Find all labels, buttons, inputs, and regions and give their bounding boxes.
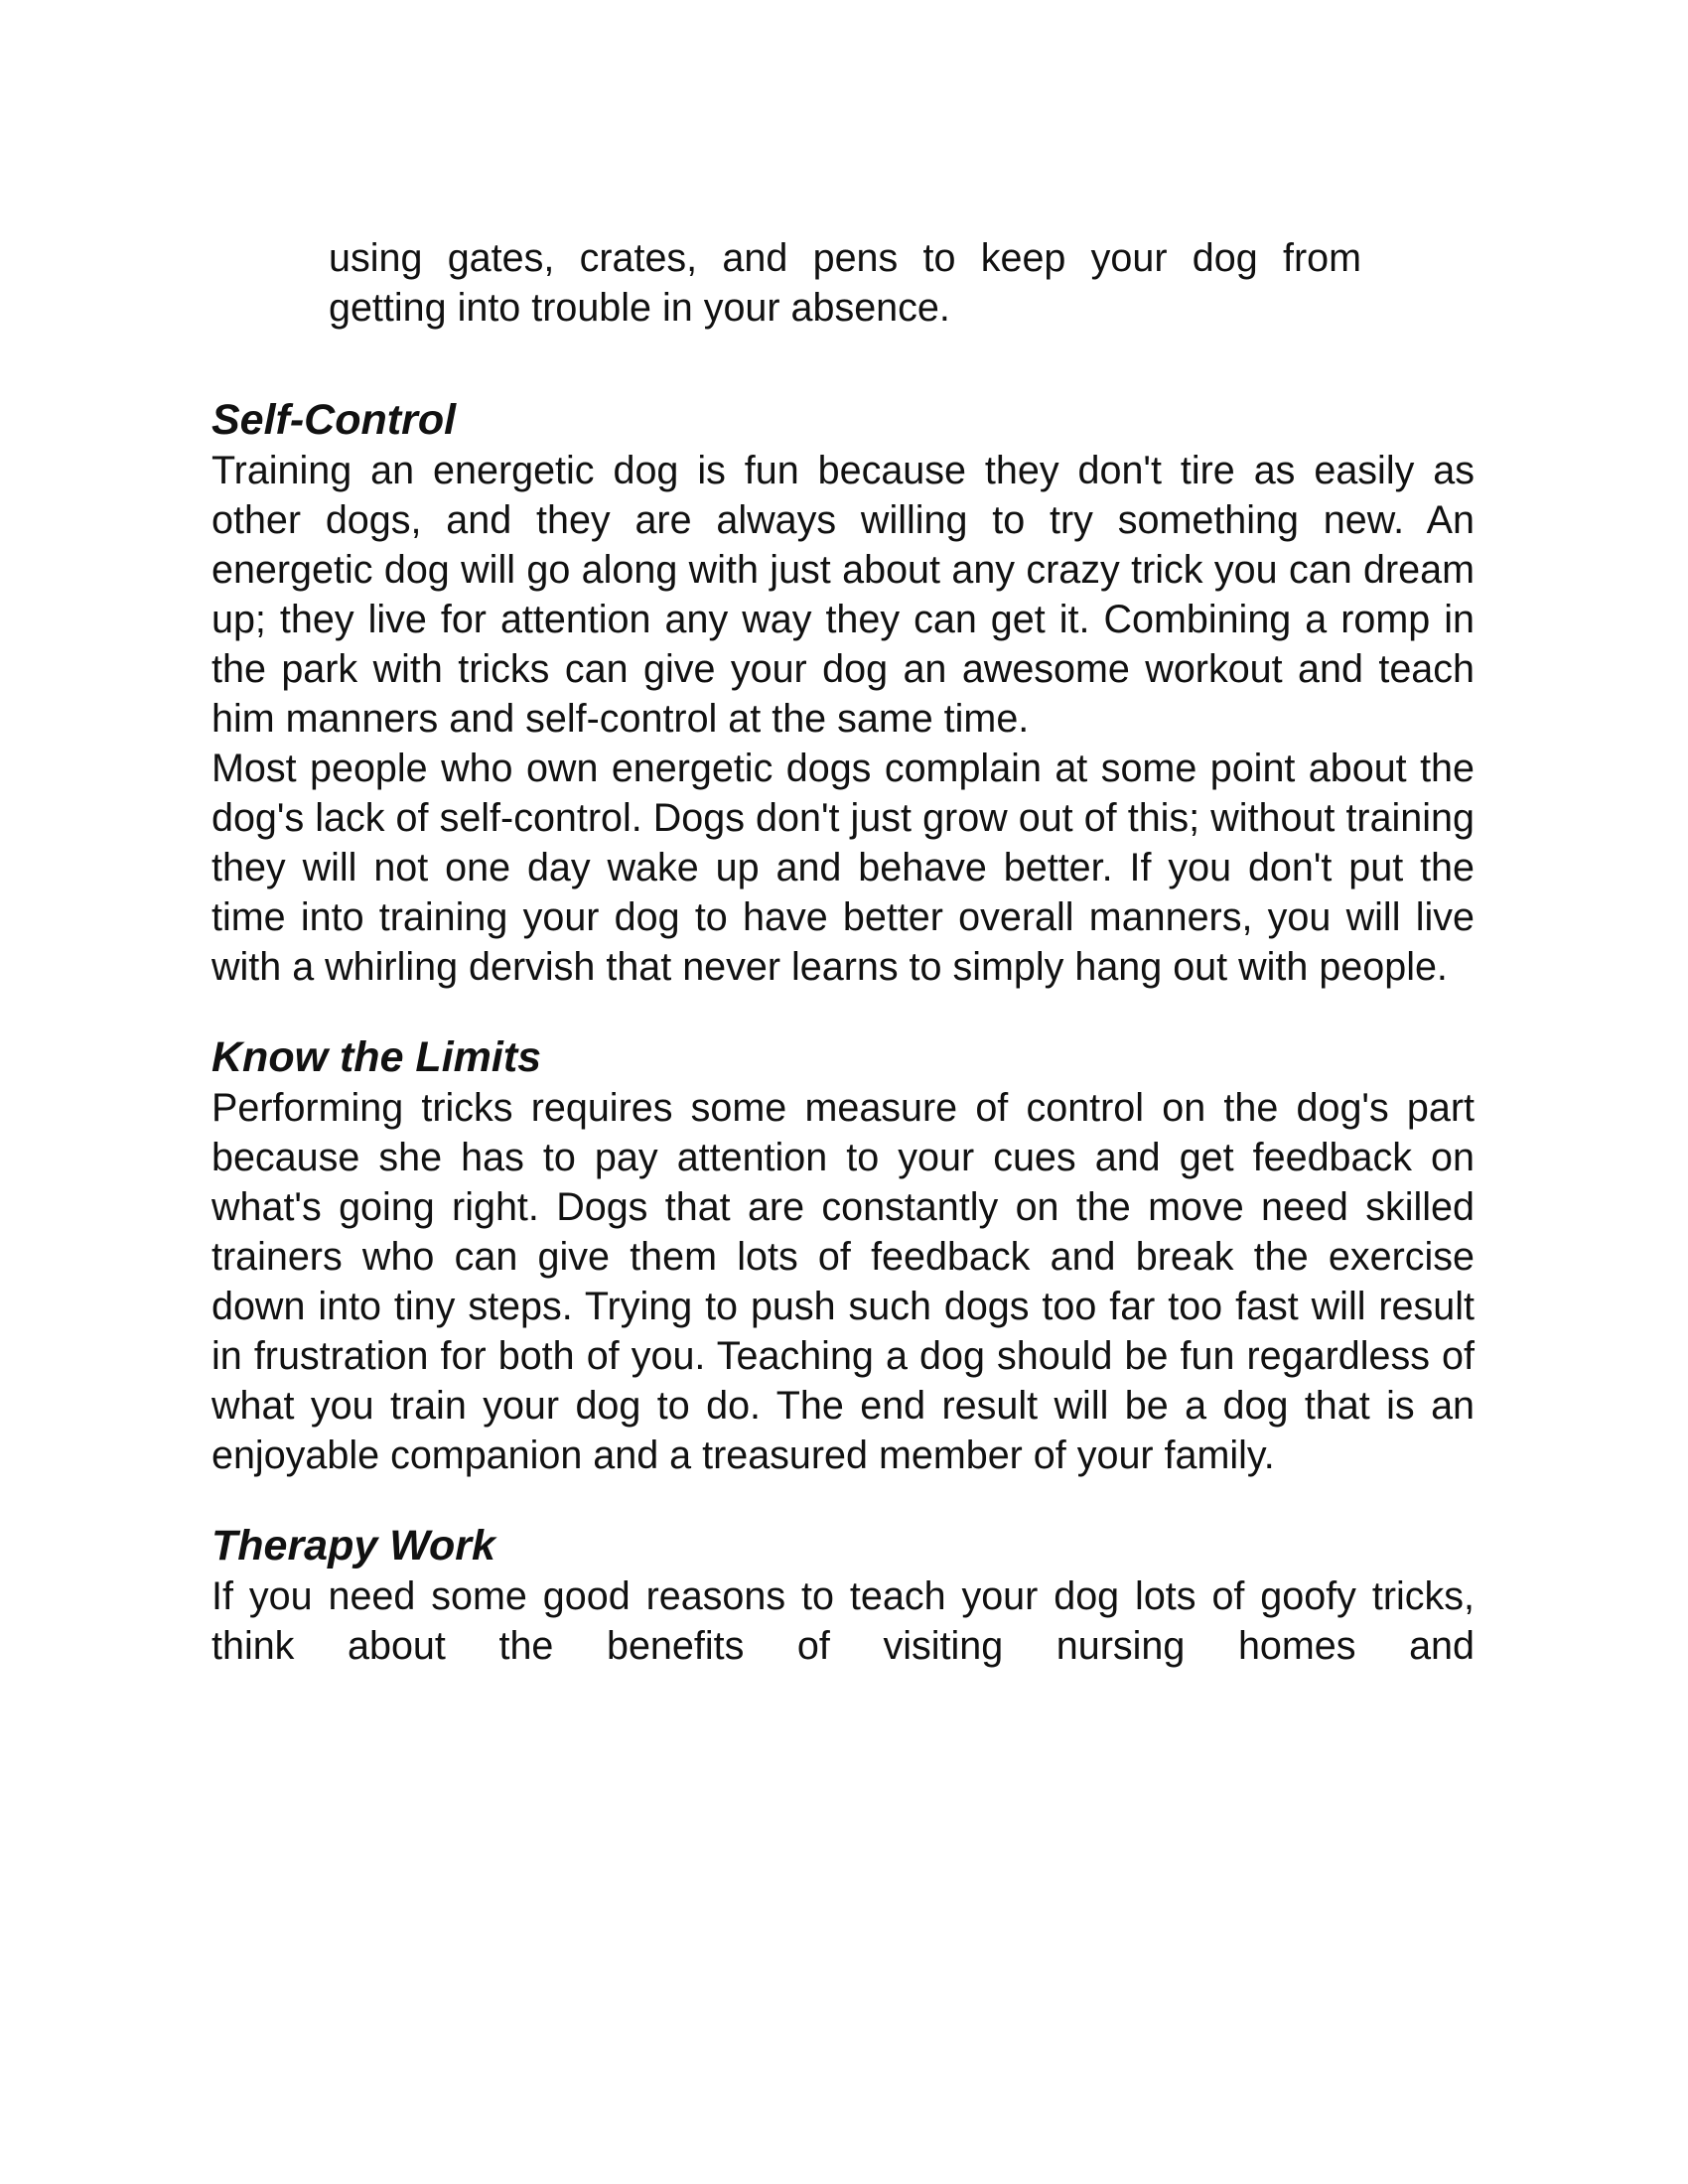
paragraph-self-control-2: Most people who own energetic dogs complain at some point about the dog's lack of self-control. Dogs don't just grow out of this; without training they will not one day wake up and behave better. If you don't put the time into training your dog to have better overall manners, you will live with a whirling dervish that never learns to simply hang out with people. (211, 746, 1475, 989)
section-heading-therapy-work: Therapy Work (211, 1521, 495, 1570)
continuation-paragraph: using gates, crates, and pens to keep your dog from getting into trouble in your absence. (329, 235, 1361, 330)
paragraph-know-the-limits: Performing tricks requires some measure of control on the dog's part because she has to pay attention to your cues and get feedback on what's going right. Dogs that are constantly on the move need skilled trainers who can give them lots of feedback and break the exercise down into tiny steps. Trying to push such dogs too far too fast will result in frustration for both of you. Teaching a dog should be fun regardless of what you train your dog to do. The end result will be a dog that is an enjoyable companion and a treasured member of your family. (211, 1085, 1475, 1477)
paragraph-self-control-1: Training an energetic dog is fun because they don't tire as easily as other dogs, and they are always willing to try something new. An energetic dog will go along with just about any crazy trick you can dream up; they live for attention any way they can get it. Combining a romp in the park with tricks can give your dog an awesome workout and teach him manners and self-control at the same time. (211, 448, 1475, 741)
paragraph-therapy-work: If you need some good reasons to teach your dog lots of goofy tricks, think about the benefits of visiting nursing homes and (211, 1573, 1475, 1668)
section-heading-know-the-limits: Know the Limits (211, 1032, 542, 1081)
section-heading-self-control: Self-Control (211, 395, 457, 444)
document-page (211, 194, 1475, 1671)
